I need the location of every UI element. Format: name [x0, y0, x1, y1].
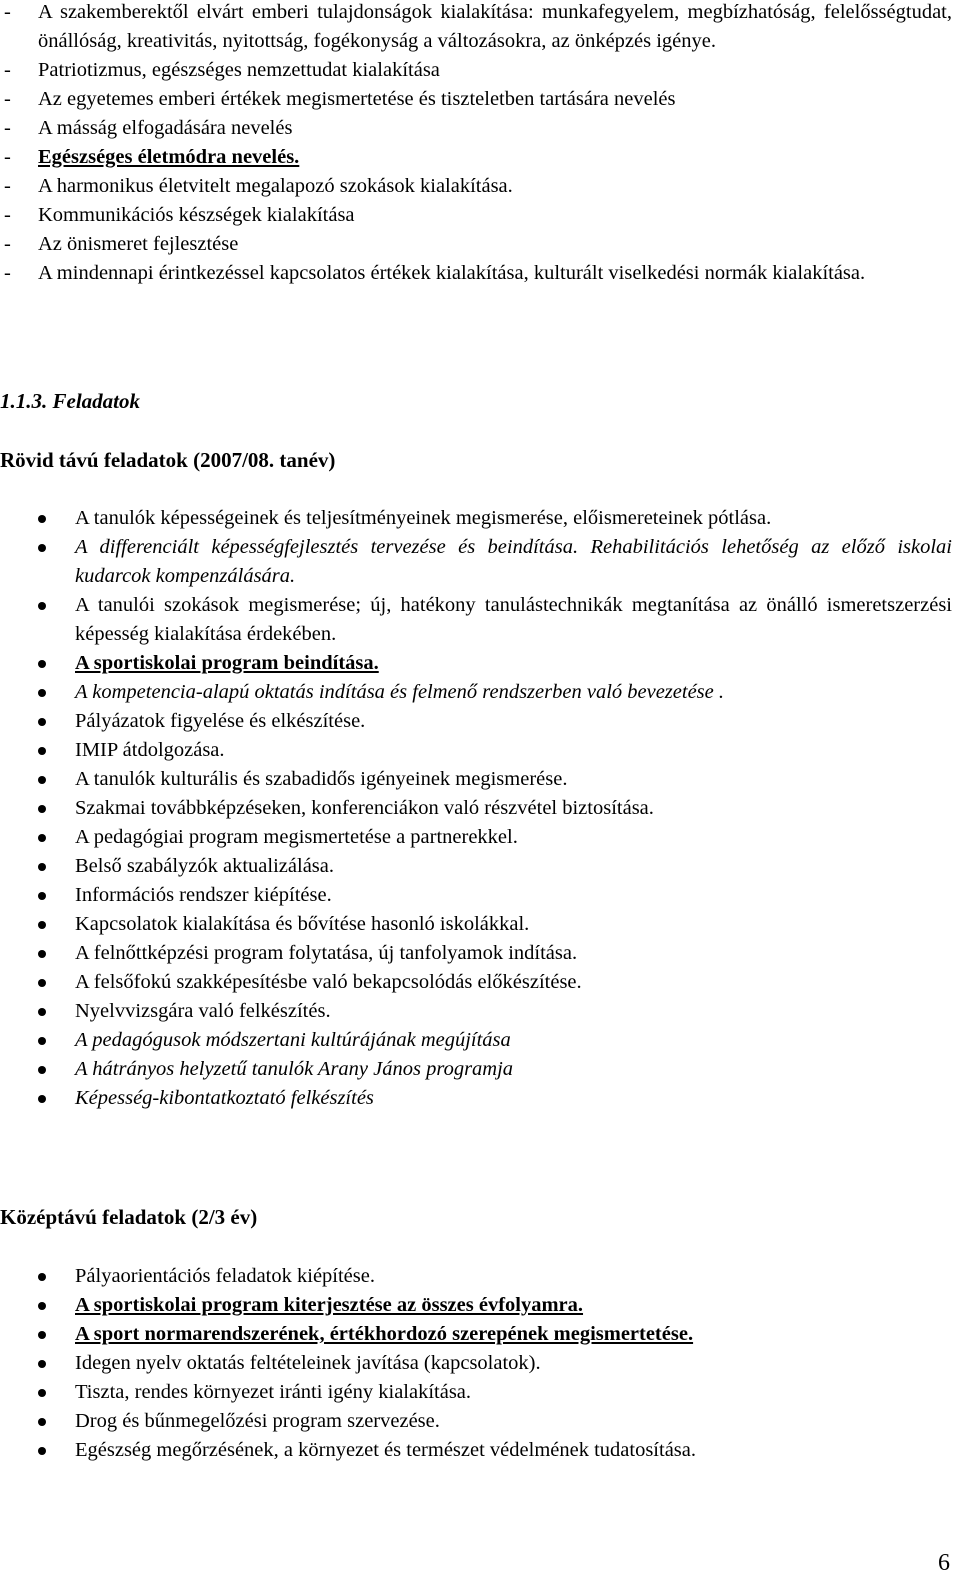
mid-term-heading: Középtávú feladatok (2/3 év) [0, 1205, 258, 1229]
bullet-dot-icon [38, 921, 46, 929]
bullet-list-item [0, 910, 952, 939]
dash-marker: - [4, 233, 11, 255]
dash-marker: - [4, 204, 11, 226]
bullet-list-item [0, 1291, 952, 1320]
dash-item-text: A másság elfogadására nevelés [38, 117, 293, 139]
bullet-list-item [0, 533, 952, 591]
bullet-item-text: Egészség megőrzésének, a környezet és természet védelmének tudatosítása. [75, 1439, 696, 1461]
bullet-dot-icon [38, 1037, 46, 1045]
bullet-item-text: Drog és bűnmegelőzési program szervezése. [75, 1410, 440, 1432]
bullet-item-text: Nyelvvizsgára való felkészítés. [75, 1000, 331, 1022]
bullet-item-text: Tiszta, rendes környezet iránti igény kialakítása. [75, 1381, 472, 1403]
bullet-item-text: Szakmai továbbképzéseken, konferenciákon való részvétel biztosítása. [75, 797, 654, 819]
bullet-list-item [0, 707, 952, 736]
bullet-list-item [0, 997, 952, 1026]
dash-list-item [0, 0, 952, 56]
bullet-item-text: A felsőfokú szakképesítésbe való bekapcsolódás előkészítése. [75, 971, 582, 993]
dash-list-item [0, 259, 952, 288]
bullet-item-text: IMIP átdolgozása. [75, 739, 225, 761]
bullet-dot-icon [38, 1360, 46, 1368]
bullet-dot-icon [38, 805, 46, 813]
bullet-dot-icon [38, 950, 46, 958]
short-term-heading: Rövid távú feladatok (2007/08. tanév) [0, 448, 336, 472]
dash-list-item [0, 85, 952, 114]
bullet-dot-icon [38, 834, 46, 842]
bullet-dot-icon [38, 776, 46, 784]
dash-marker: - [4, 117, 11, 139]
bullet-dot-icon [38, 1331, 46, 1339]
bullet-list-item [0, 765, 952, 794]
dash-list-item [0, 143, 952, 172]
bullet-dot-icon [38, 1447, 46, 1455]
bullet-dot-icon [38, 1418, 46, 1426]
dash-list-item [0, 56, 952, 85]
bullet-dot-icon [38, 544, 46, 552]
bullet-list-item [0, 1378, 952, 1407]
bullet-dot-icon [38, 515, 46, 523]
dash-item-text: A harmonikus életvitelt megalapozó szokások kialakítása. [38, 175, 513, 197]
bullet-dot-icon [38, 1095, 46, 1103]
bullet-item-text: Kapcsolatok kialakítása és bővítése hasonló iskolákkal. [75, 913, 530, 935]
bullet-list-item [0, 1320, 952, 1349]
bullet-dot-icon [38, 1302, 46, 1310]
bullet-list-item [0, 852, 952, 881]
bullet-list-item [0, 736, 952, 765]
bullet-list-item [0, 1055, 952, 1084]
page-number: 6 [938, 1550, 950, 1576]
dash-list-item [0, 114, 952, 143]
bullet-dot-icon [38, 1008, 46, 1016]
bullet-item-text: A pedagógiai program megismertetése a partnerekkel. [75, 826, 518, 848]
bullet-list-item [0, 1436, 952, 1465]
bullet-list-item [0, 1262, 952, 1291]
bullet-item-text: Információs rendszer kiépítése. [75, 884, 332, 906]
bullet-item-text: A tanulói szokások megismerése; új, hatékony tanulástechnikák megtanítása az önálló ismeretszerzési képesség kialakítása érdekében. [75, 594, 952, 645]
mid-term-list [0, 1262, 952, 1465]
bullet-list-item [0, 1026, 952, 1055]
dash-list-item [0, 172, 952, 201]
bullet-item-text: A sportiskolai program kiterjesztése az összes évfolyamra. [75, 1294, 584, 1316]
bullet-dot-icon [38, 979, 46, 987]
bullet-list-item [0, 649, 952, 678]
section-heading: 1.1.3. Feladatok [0, 389, 140, 413]
bullet-list-item [0, 1349, 952, 1378]
bullet-dot-icon [38, 747, 46, 755]
bullet-item-text: Pályaorientációs feladatok kiépítése. [75, 1265, 375, 1287]
bullet-dot-icon [38, 1066, 46, 1074]
dash-marker: - [4, 146, 11, 168]
bullet-list-item [0, 939, 952, 968]
bullet-item-text: A tanulók képességeinek és teljesítményeinek megismerése, előismereteinek pótlása. [75, 507, 772, 529]
dash-marker: - [4, 88, 11, 110]
dash-list-item [0, 201, 952, 230]
bullet-item-text: A tanulók kulturális és szabadidős igényeinek megismerése. [75, 768, 568, 790]
dash-marker: - [4, 175, 11, 197]
dash-item-text: Egészséges életmódra nevelés. [38, 146, 300, 168]
bullet-dot-icon [38, 602, 46, 610]
bullet-item-text: A differenciált képességfejlesztés tervezése és beindítása. Rehabilitációs lehetőség az előző iskolai kudarcok kompenzálására. [75, 536, 952, 587]
bullet-item-text: Pályázatok figyelése és elkészítése. [75, 710, 366, 732]
bullet-item-text: Képesség-kibontatkoztató felkészítés [75, 1087, 374, 1109]
bullet-item-text: Idegen nyelv oktatás feltételeinek javítása (kapcsolatok). [75, 1352, 541, 1374]
dash-marker: - [4, 59, 11, 81]
dash-marker: - [4, 262, 11, 284]
dash-item-text: Az önismeret fejlesztése [38, 233, 239, 255]
bullet-dot-icon [38, 863, 46, 871]
dash-marker: - [4, 1, 11, 23]
bullet-list-item [0, 823, 952, 852]
bullet-list-item [0, 591, 952, 649]
short-term-list [0, 504, 952, 1113]
bullet-item-text: A hátrányos helyzetű tanulók Arany János programja [75, 1058, 514, 1080]
dash-item-text: Kommunikációs készségek kialakítása [38, 204, 355, 226]
bullet-item-text: Belső szabályzók aktualizálása. [75, 855, 334, 877]
values-dash-list [0, 0, 952, 288]
bullet-item-text: A felnőttképzési program folytatása, új tanfolyamok indítása. [75, 942, 578, 964]
bullet-dot-icon [38, 892, 46, 900]
bullet-list-item [0, 1407, 952, 1436]
bullet-list-item [0, 794, 952, 823]
dash-list-item [0, 230, 952, 259]
dash-item-text: Az egyetemes emberi értékek megismertetése és tiszteletben tartására nevelés [38, 88, 676, 110]
bullet-list-item [0, 1084, 952, 1113]
bullet-dot-icon [38, 689, 46, 697]
dash-item-text: A szakemberektől elvárt emberi tulajdonságok kialakítása: munkafegyelem, megbízhatóság, felelősségtudat, önállóság, kreativitás, nyitottság, fogékonyság a változásokra, az önképzés igénye. [38, 1, 952, 52]
bullet-item-text: A sportiskolai program beindítása. [75, 652, 379, 674]
bullet-dot-icon [38, 1273, 46, 1281]
bullet-dot-icon [38, 660, 46, 668]
bullet-list-item [0, 678, 952, 707]
bullet-list-item [0, 504, 952, 533]
dash-item-text: Patriotizmus, egészséges nemzettudat kialakítása [38, 59, 440, 81]
bullet-item-text: A pedagógusok módszertani kultúrájának megújítása [75, 1029, 511, 1051]
bullet-dot-icon [38, 1389, 46, 1397]
bullet-list-item [0, 881, 952, 910]
bullet-item-text: A kompetencia-alapú oktatás indítása és felmenő rendszerben való bevezetése . [75, 681, 725, 703]
bullet-item-text: A sport normarendszerének, értékhordozó szerepének megismertetése. [75, 1323, 694, 1345]
bullet-list-item [0, 968, 952, 997]
bullet-dot-icon [38, 718, 46, 726]
dash-item-text: A mindennapi érintkezéssel kapcsolatos értékek kialakítása, kulturált viselkedési normák kialakítása. [38, 262, 866, 284]
